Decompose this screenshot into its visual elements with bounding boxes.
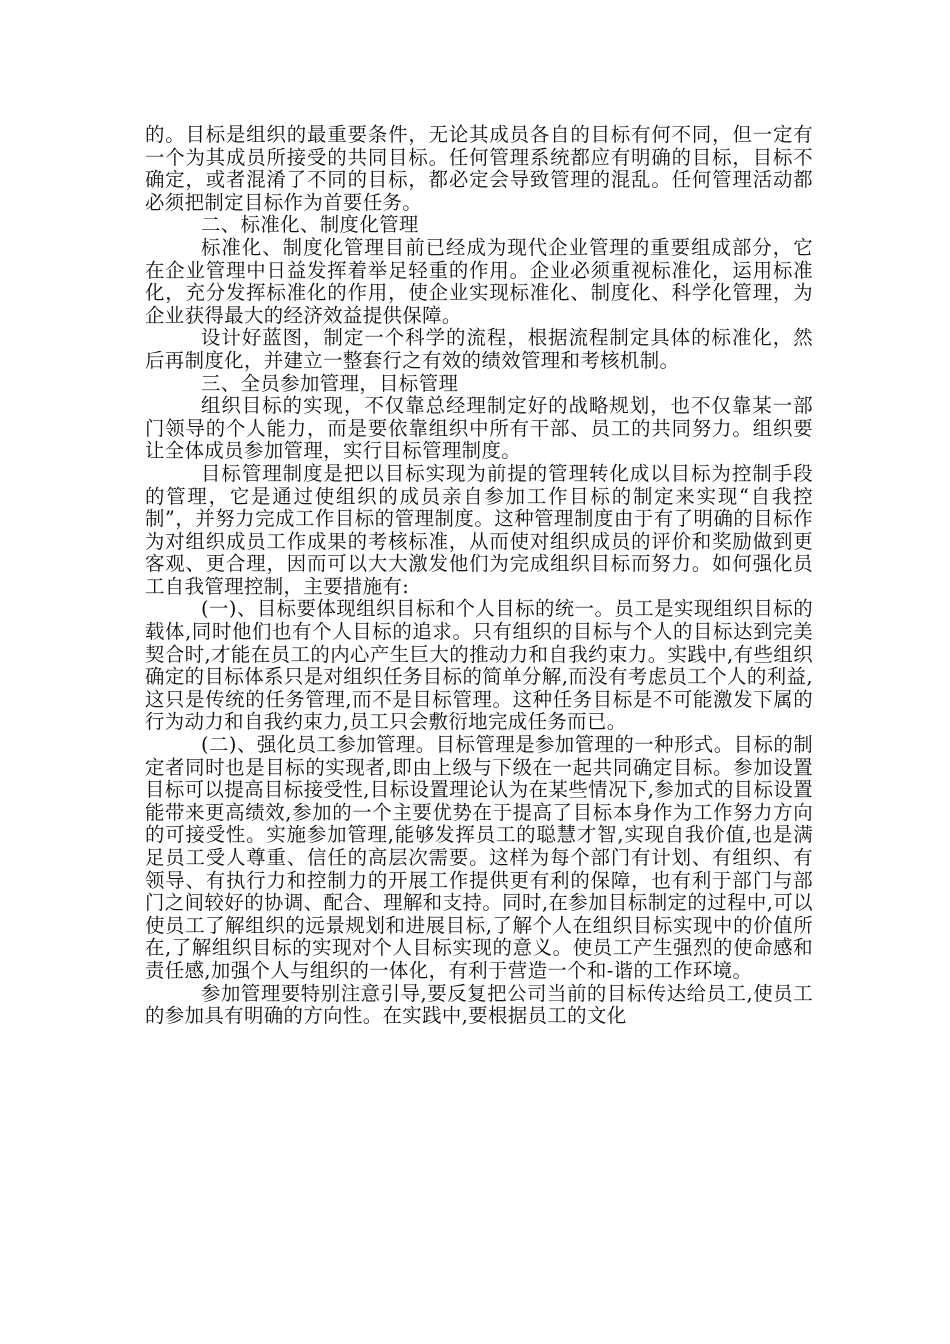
paragraph-guidance: 参加管理要特别注意引导,要反复把公司当前的目标传达给员工,使员工的参加具有明确的方向性。在实践中,要根据员工的文化: [145, 981, 813, 1028]
paragraph-organization-goals: 组织目标的实现，不仅靠总经理制定好的战略规划，也不仅靠某一部门领导的个人能力，而是要依靠组织中所有干部、员工的共同努力。组织要让全体成员参加管理，实行目标管理制度。: [145, 394, 813, 463]
paragraph-measure-one: (一)、目标要体现组织目标和个人目标的统一。员工是实现组织目标的载体,同时他们也有个人目标的追求。只有组织的目标与个人的目标达到完美契合时,才能在员工的内心产生巨大的推动力和自我约束力。实践中,有些组织确定的目标体系只是对组织任务目标的简单分解,而没有考虑员工个人的利益,这只是传统的任务管理,而不是目标管理。这种任务目标是不可能激发下属的行为动力和自我约束力,员工只会敷衍地完成任务而已。: [145, 597, 813, 734]
section-heading-participation: 三、全员参加管理，目标管理: [201, 371, 459, 395]
document-page: [145, 124, 813, 1028]
paragraph-measure-two: (二)、强化员工参加管理。目标管理是参加管理的一种形式。目标的制定者同时也是目标的实现者,即由上级与下级在一起共同确定目标。参加设置目标可以提高目标接受性,目标设置理论认为在某些情况下,参加式的目标设置能带来更高绩效,参加的一个主要优势在于提高了目标本身作为工作努力方向的可接受性。实施参加管理,能够发挥员工的聪慧才智,实现自我价值,也是满足员工受人尊重、信任的高层次需要。这样为每个部门有计划、有组织、有领导、有执行力和控制力的开展工作提供更有利的保障，也有利于部门与部门之间较好的协调、配合、理解和支持。同时,在参加目标制定的过程中,可以使员工了解组织的远景规划和进展目标,了解个人在组织目标实现中的价值所在,了解组织目标的实现对个人目标实现的意义。使员工产生强烈的使命感和责任感,加强个人与组织的一体化，有利于营造一个和-谐的工作环境。: [145, 733, 813, 982]
paragraph-standardization: 标准化、制度化管理目前已经成为现代企业管理的重要组成部分，它在企业管理中日益发挥着举足轻重的作用。企业必须重视标准化，运用标准化，充分发挥标准化的作用，使企业实现标准化、制度化、科学化管理，为企业获得最大的经济效益提供保障。: [145, 235, 813, 327]
paragraph-mbo-system: 目标管理制度是把以目标实现为前提的管理转化成以目标为控制手段的管理，它是通过使组织的成员亲自参加工作目标的制定来实现“自我控制”，并努力完成工作目标的管理制度。这种管理制度由于有了明确的目标作为对组织成员工作成果的考核标准，从而使对组织成员的评价和奖励做到更客观、更合理，因而可以大大激发他们为完成组织目标而努力。如何强化员工自我管理控制，主要措施有:: [145, 461, 813, 598]
paragraph-goal-importance: 的。目标是组织的最重要条件，无论其成员各自的目标有何不同，但一定有一个为其成员所接受的共同目标。任何管理系统都应有明确的目标，目标不确定，或者混淆了不同的目标，都必定会导致管理的混乱。任何管理活动都必须把制定目标作为首要任务。: [145, 123, 813, 214]
section-heading-standardization: 二、标准化、制度化管理: [201, 213, 419, 237]
paragraph-blueprint: 设计好蓝图，制定一个科学的流程，根据流程制定具体的标准化，然后再制度化，并建立一整套行之有效的绩效管理和考核机制。: [145, 326, 813, 372]
